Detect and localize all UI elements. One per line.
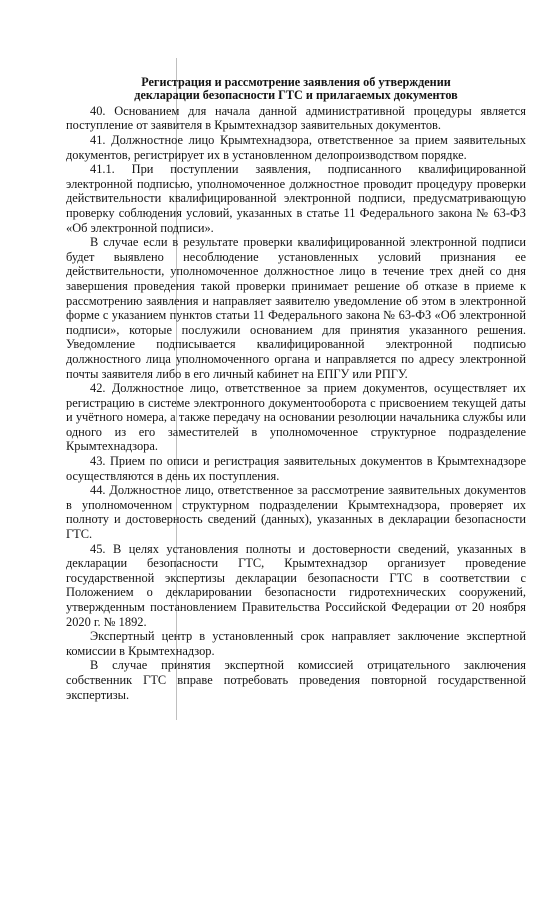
paragraph-41: 41. Должностное лицо Крымтехнадзора, ответственное за прием заявительных документов, регистрирует их в установленном делопроизводством порядке. — [66, 133, 526, 162]
document-body — [66, 76, 526, 702]
section-title-line-2: декларации безопасности ГТС и прилагаемых документов — [134, 88, 458, 103]
paragraph-41-1-continued: В случае если в результате проверки квалифицированной электронной подписи будет выявлено несоблюдение установленных условий признания ее действительности, уполномоченное должностное лицо в течение трех дней со дня завершения проведения такой проверки принимает решение об отказе в приеме к рассмотрению заявления и направляет заявителю уведомление об этом в электронной форме с указанием пунктов статьи 11 Федерального закона № 63-ФЗ «Об электронной подписи», которые послужили основанием для принятия указанного решения. Уведомление подписывается квалифицированной электронной подписью должностного лица уполномоченного органа и направляется по адресу электронной почты заявителя либо в его личный кабинет на ЕПГУ или РПГУ. — [66, 235, 526, 381]
paragraph-45-expert-center: Экспертный центр в установленный срок направляет заключение экспертной комиссии в Крымтехнадзор. — [66, 629, 526, 658]
paragraph-45: 45. В целях установления полноты и достоверности сведений, указанных в декларации безопасности ГТС, Крымтехнадзор организует проведение государственной экспертизы декларации безопасности ГТС в соответствии с Положением о декларировании безопасности гидротехнических сооружений, утвержденным постановлением Правительства Российской Федерации от 20 ноября 2020 г. № 1892. — [66, 541, 526, 629]
paragraph-43: 43. Прием по описи и регистрация заявительных документов в Крымтехнадзоре осуществляются в день их поступления. — [66, 454, 526, 483]
paragraph-41-1: 41.1. При поступлении заявления, подписанного квалифицированной электронной подписью, уполномоченное должностное проводит процедуру проверки действительности квалифицированной электронной подписи, предусматривающую проверку соблюдения условий, указанных в статье 11 Федерального закона № 63-ФЗ «Об электронной подписи». — [66, 162, 526, 235]
section-title-line-1: Регистрация и рассмотрение заявления об утверждении — [141, 75, 451, 89]
paragraph-45-negative-conclusion: В случае принятия экспертной комиссией отрицательного заключения собственник ГТС вправе потребовать проведения повторной государственной экспертизы. — [66, 658, 526, 702]
paragraph-40: 40. Основанием для начала данной административной процедуры является поступление от заявителя в Крымтехнадзор заявительных документов. — [66, 103, 526, 133]
section-title — [66, 76, 526, 103]
paragraph-44: 44. Должностное лицо, ответственное за рассмотрение заявительных документов в уполномоченном структурном подразделении Крымтехнадзора, проверяет их полноту и достоверность сведений (данных), указанных в декларации безопасности ГТС. — [66, 483, 526, 542]
paragraph-42: 42. Должностное лицо, ответственное за прием документов, осуществляет их регистрацию в системе электронного документооборота с присвоением текущей даты и учётного номера, а также передачу на основании резолюции начальника службы или одного из его заместителей в уполномоченное структурное подразделение Крымтехнадзора. — [66, 381, 526, 454]
